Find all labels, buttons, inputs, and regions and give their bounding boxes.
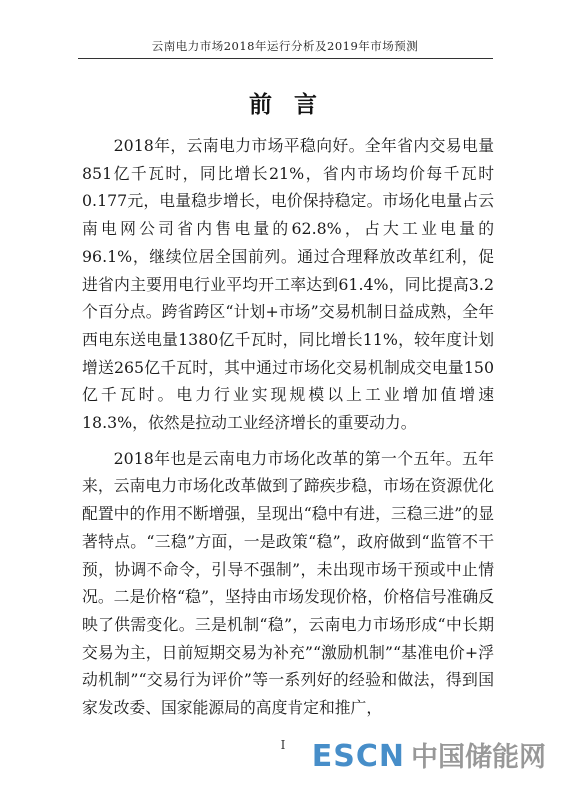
body-text — [82, 132, 494, 730]
watermark-latin: ESCN — [311, 739, 405, 774]
section-title: 前言 — [249, 92, 339, 118]
paragraph-2: 2018年也是云南电力市场化改革的第一个五年。五年来，云南电力市场化改革做到了蹄疾步稳，市场在资源优化配置中的作用不断增强，呈现出“稳中有进，三稳三进”的显著特点。“三稳”方面，一是政策“稳”，政府做到“监管不干预，协调不命令，引导不强制”，未出现市场干预或中止情况。二是价格“稳”，坚持由市场发现价格，价格信号准确反映了供需变化。三是机制“稳”，云南电力市场形成“中长期交易为主，日前短期交易为补充”“激励机制”“基准电价+浮动机制”“交易行为评价”等一系列好的经验和做法，得到国家发改委、国家能源局的高度肯定和推广， — [82, 448, 494, 718]
paragraph-1: 2018年，云南电力市场平稳向好。全年省内交易电量851亿千瓦时，同比增长21%，省内市场均价每千瓦时0.177元，电量稳步增长，电价保持稳定。市场化电量占云南电网公司省内售电量的62.8%，占大工业电量的96.1%，继续位居全国前列。通过合理释放改革红利，促进省内主要用电行业平均开工率达到61.4%，同比提高3.2个百分点。跨省跨区“计划+市场”交易机制日益成熟，全年西电东送电量1380亿千瓦时，同比增长11%，较年度计划增送265亿千瓦时，其中通过市场化交易机制成交电量150亿千瓦时。电力行业实现规模以上工业增加值增速18.3%，依然是拉动工业经济增长的重要动力。 — [82, 136, 494, 433]
page-number: I — [280, 738, 286, 752]
watermark-chinese: 中国储能网 — [411, 742, 546, 773]
header-divider — [78, 58, 493, 59]
watermark-logo — [312, 735, 546, 774]
running-header: 云南电力市场2018年运行分析及2019年市场预测 — [151, 39, 419, 53]
